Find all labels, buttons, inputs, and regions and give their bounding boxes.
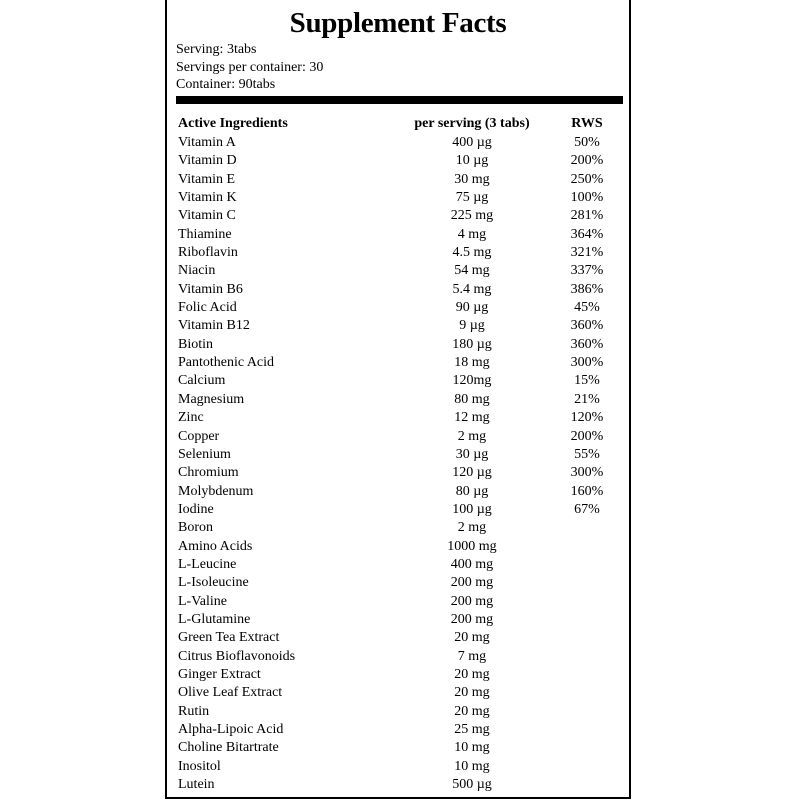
ingredient-name: Selenium bbox=[178, 446, 231, 462]
ingredient-rws: 200% bbox=[570, 428, 604, 444]
ingredient-amount: 180 µg bbox=[452, 336, 492, 352]
ingredient-amount: 80 µg bbox=[455, 483, 489, 499]
servings-per-container: Servings per container: 30 bbox=[176, 59, 324, 75]
ingredient-rws: 337% bbox=[570, 263, 604, 279]
ingredient-name: Citrus Bioflavonoids bbox=[178, 648, 296, 664]
ingredient-amount: 225 mg bbox=[450, 208, 494, 224]
ingredient-name: Lutein bbox=[178, 777, 215, 793]
ingredient-name: Chromium bbox=[178, 465, 239, 481]
ingredient-amount: 10 mg bbox=[454, 758, 490, 774]
ingredient-name: Magnesium bbox=[178, 391, 245, 407]
table-row bbox=[178, 739, 623, 757]
table-row bbox=[178, 684, 623, 702]
ingredient-amount: 4 mg bbox=[457, 226, 487, 242]
ingredient-rws: 160% bbox=[570, 483, 604, 499]
ingredient-name: L-Isoleucine bbox=[178, 575, 249, 591]
table-row bbox=[178, 299, 623, 317]
ingredient-amount: 20 mg bbox=[454, 703, 490, 719]
table-row bbox=[178, 556, 623, 574]
ingredient-name: Zinc bbox=[178, 410, 204, 426]
header-amount: per serving (3 tabs) bbox=[414, 116, 530, 131]
table-row bbox=[178, 776, 623, 794]
serving-info bbox=[176, 41, 323, 94]
ingredient-name: L-Leucine bbox=[178, 556, 237, 572]
ingredient-amount: 25 mg bbox=[454, 722, 490, 737]
table-row bbox=[178, 372, 623, 390]
header-ingredient: Active Ingredients bbox=[178, 116, 288, 131]
ingredient-name: Niacin bbox=[178, 263, 216, 279]
ingredient-amount: 10 mg bbox=[454, 740, 490, 756]
ingredient-amount: 20 mg bbox=[454, 666, 490, 682]
ingredient-name: Pantothenic Acid bbox=[178, 355, 275, 371]
ingredient-amount: 500 µg bbox=[452, 777, 492, 793]
container-size: Container: 90tabs bbox=[176, 77, 276, 92]
ingredient-amount: 1000 mg bbox=[447, 538, 497, 554]
ingredient-name: Vitamin D bbox=[178, 153, 237, 169]
ingredient-rws: 67% bbox=[574, 501, 600, 517]
table-row bbox=[178, 207, 623, 225]
table-row bbox=[178, 703, 623, 721]
ingredient-rws: 321% bbox=[570, 245, 604, 261]
ingredient-amount: 30 µg bbox=[455, 446, 489, 462]
ingredient-amount: 12 mg bbox=[454, 410, 490, 426]
table-row bbox=[178, 336, 623, 354]
table-row bbox=[178, 428, 623, 446]
ingredient-amount: 120mg bbox=[452, 373, 492, 389]
ingredient-name: Thiamine bbox=[178, 226, 232, 242]
ingredient-name: Rutin bbox=[178, 703, 210, 719]
ingredient-rws: 50% bbox=[574, 135, 600, 150]
ingredient-amount: 200 mg bbox=[450, 593, 494, 609]
ingredient-name: Folic Acid bbox=[178, 300, 237, 316]
ingredient-amount: 100 µg bbox=[452, 501, 492, 517]
ingredient-rws: 45% bbox=[574, 300, 600, 316]
ingredient-amount: 4.5 mg bbox=[452, 245, 492, 261]
ingredient-rws: 300% bbox=[570, 465, 604, 481]
ingredient-name: L-Glutamine bbox=[178, 611, 251, 627]
table-row bbox=[178, 611, 623, 629]
table-header bbox=[178, 114, 623, 134]
ingredient-amount: 54 mg bbox=[454, 263, 490, 279]
table-row bbox=[178, 134, 623, 152]
divider-bar bbox=[176, 96, 623, 104]
ingredient-amount: 2 mg bbox=[457, 520, 487, 536]
table-row bbox=[178, 666, 623, 684]
ingredient-rws: 15% bbox=[574, 373, 600, 389]
ingredient-rws: 100% bbox=[570, 190, 604, 206]
table-row bbox=[178, 262, 623, 280]
ingredient-name: Vitamin K bbox=[178, 190, 237, 206]
ingredient-name: Riboflavin bbox=[178, 245, 238, 261]
table-row bbox=[178, 409, 623, 427]
table-row bbox=[178, 189, 623, 207]
ingredient-rws: 300% bbox=[570, 355, 604, 371]
ingredient-name: Molybdenum bbox=[178, 483, 254, 499]
ingredient-amount: 5.4 mg bbox=[452, 281, 492, 297]
serving-size: Serving: 3tabs bbox=[176, 42, 257, 57]
ingredient-name: Choline Bitartrate bbox=[178, 740, 279, 756]
ingredient-amount: 400 mg bbox=[450, 556, 494, 572]
table-row bbox=[178, 483, 623, 501]
ingredient-amount: 200 mg bbox=[450, 611, 494, 627]
ingredient-name: Calcium bbox=[178, 373, 226, 389]
ingredient-amount: 18 mg bbox=[454, 355, 490, 371]
table-row bbox=[178, 629, 623, 647]
table-row bbox=[178, 464, 623, 482]
table-row bbox=[178, 171, 623, 189]
ingredient-name: Biotin bbox=[178, 336, 214, 352]
table-row bbox=[178, 226, 623, 244]
ingredient-amount: 20 mg bbox=[454, 685, 490, 701]
ingredient-rws: 360% bbox=[570, 336, 604, 352]
table-row bbox=[178, 593, 623, 611]
ingredient-rws: 250% bbox=[570, 171, 604, 187]
table-row bbox=[178, 501, 623, 519]
ingredient-amount: 400 µg bbox=[452, 135, 492, 150]
ingredient-name: Vitamin B12 bbox=[178, 318, 250, 334]
table-row bbox=[178, 446, 623, 464]
table-row bbox=[178, 317, 623, 335]
ingredient-name: Iodine bbox=[178, 501, 214, 517]
ingredient-amount: 9 µg bbox=[459, 318, 485, 334]
ingredient-amount: 80 mg bbox=[454, 391, 490, 407]
table-row bbox=[178, 538, 623, 556]
ingredient-amount: 2 mg bbox=[457, 428, 487, 444]
ingredient-amount: 75 µg bbox=[455, 190, 489, 206]
ingredient-rws: 281% bbox=[570, 208, 604, 224]
table-row bbox=[178, 244, 623, 262]
ingredient-amount: 10 µg bbox=[455, 153, 489, 169]
ingredients-table bbox=[178, 114, 623, 794]
page-title: Supplement Facts bbox=[289, 7, 507, 39]
ingredient-name: Inositol bbox=[178, 758, 221, 774]
table-row bbox=[178, 574, 623, 592]
header-rws: RWS bbox=[571, 116, 603, 131]
ingredient-name: Copper bbox=[178, 428, 220, 444]
ingredient-rws: 55% bbox=[574, 446, 600, 462]
ingredient-name: Amino Acids bbox=[178, 538, 253, 554]
table-row bbox=[178, 758, 623, 776]
table-row bbox=[178, 354, 623, 372]
ingredient-name: Ginger Extract bbox=[178, 666, 261, 682]
ingredient-amount: 120 µg bbox=[452, 465, 492, 481]
ingredient-name: L-Valine bbox=[178, 593, 227, 609]
table-row bbox=[178, 281, 623, 299]
ingredient-name: Boron bbox=[178, 520, 213, 536]
ingredient-amount: 20 mg bbox=[454, 630, 490, 646]
ingredient-rws: 360% bbox=[570, 318, 604, 334]
table-row bbox=[178, 391, 623, 409]
table-row bbox=[178, 519, 623, 537]
ingredient-amount: 30 mg bbox=[454, 171, 490, 187]
ingredient-amount: 7 mg bbox=[457, 648, 487, 664]
ingredient-name: Vitamin E bbox=[178, 171, 236, 187]
ingredient-name: Vitamin B6 bbox=[178, 281, 243, 297]
ingredient-amount: 90 µg bbox=[455, 300, 489, 316]
ingredient-rws: 200% bbox=[570, 153, 604, 169]
ingredient-name: Olive Leaf Extract bbox=[178, 685, 283, 701]
ingredient-rws: 364% bbox=[570, 226, 604, 242]
ingredient-name: Vitamin C bbox=[178, 208, 236, 224]
ingredient-amount: 200 mg bbox=[450, 575, 494, 591]
table-row bbox=[178, 648, 623, 666]
table-row bbox=[178, 721, 623, 739]
ingredient-rws: 120% bbox=[570, 410, 604, 426]
ingredient-rws: 21% bbox=[574, 391, 600, 407]
ingredient-rws: 386% bbox=[570, 281, 604, 297]
ingredient-name: Green Tea Extract bbox=[178, 630, 280, 646]
ingredient-name: Vitamin A bbox=[178, 135, 236, 150]
ingredient-name: Alpha-Lipoic Acid bbox=[178, 722, 284, 737]
table-row bbox=[178, 152, 623, 170]
supplement-facts-panel bbox=[165, 0, 631, 799]
